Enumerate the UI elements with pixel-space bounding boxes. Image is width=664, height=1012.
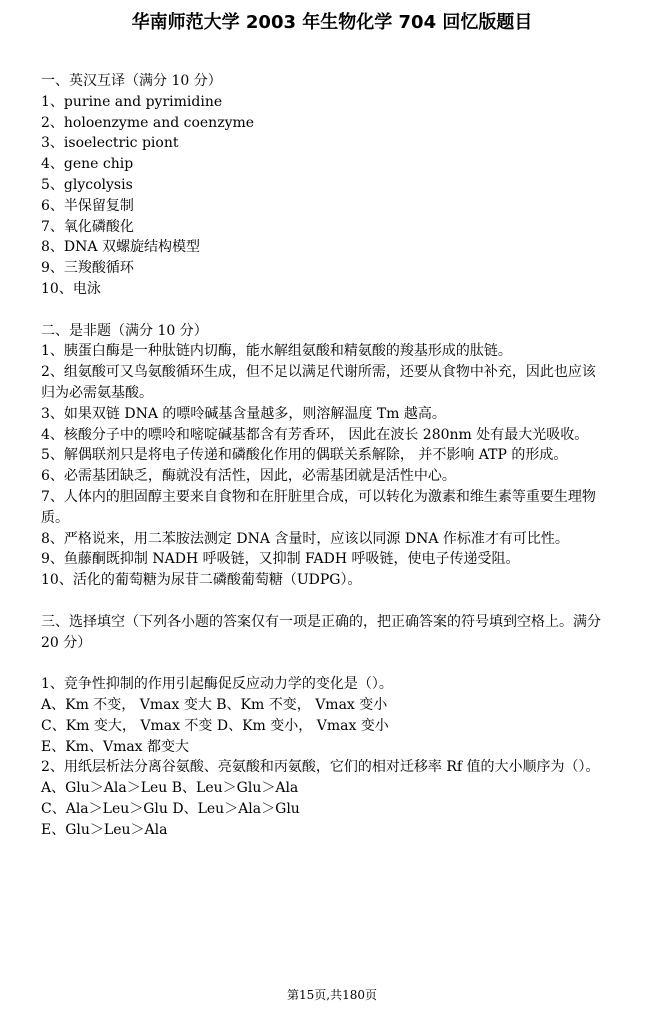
true-false-item: 10、活化的葡萄糖为尿苷二磷酸葡萄糖（UDPG）。 [41, 572, 362, 589]
choice-option-row: C、Km 变大， Vmax 不变 D、Km 变小， Vmax 变小 [41, 717, 389, 734]
choice-option-row: A、Glu＞Ala＞Leu B、Leu＞Glu＞Ala [41, 780, 299, 797]
true-false-item: 3、如果双链 DNA 的嘌呤碱基含量越多，则溶解温度 Tm 越高。 [41, 405, 446, 422]
true-false-item: 2、组氨酸可又鸟氨酸循环生成，但不足以满足代谢所需，还要从食物中补充，因此也应该归为必需氨基酸。 [41, 364, 596, 401]
translation-item: 8、DNA 双螺旋结构模型 [41, 239, 200, 256]
true-false-item: 1、胰蛋白酶是一种肽链内切酶，能水解组氨酸和精氨酸的羧基形成的肽链。 [41, 343, 512, 360]
translation-item: 4、gene chip [41, 156, 134, 173]
page-number-footer: 第15页,共180页 [287, 988, 377, 1002]
choice-option-row: E、Glu＞Leu＞Ala [41, 821, 168, 838]
page-title: 华南师范大学 2003 年生物化学 704 回忆版题目 [131, 12, 533, 33]
translation-item: 5、glycolysis [41, 176, 133, 193]
document-body [41, 71, 601, 840]
spacer [41, 653, 601, 674]
spacer [41, 591, 601, 612]
true-false-item: 4、核酸分子中的嘌呤和嘧啶碱基都含有芳香环， 因此在波长 280nm 处有最大光吸收。 [41, 426, 589, 443]
translation-item: 10、电泳 [41, 280, 101, 297]
translation-item: 1、purine and pyrimidine [41, 93, 223, 110]
true-false-item: 5、解偶联剂只是将电子传递和磷酸化作用的偶联关系解除， 并不影响 ATP 的形成。 [41, 447, 568, 464]
choice-option-row: E、Km、Vmax 都变大 [41, 738, 190, 755]
spacer [41, 300, 601, 321]
section-heading-multiple-choice: 三、选择填空（下列各小题的答案仅有一项是正确的，把正确答案的符号填到空格上。满分 20 分） [41, 613, 601, 651]
translation-item: 2、holoenzyme and coenzyme [41, 114, 255, 131]
choice-option-row: A、Km 不变， Vmax 变大 B、Km 不变， Vmax 变小 [41, 696, 388, 713]
choice-question: 2、用纸层析法分离谷氨酸、亮氨酸和丙氨酸，它们的相对迁移率 Rf 值的大小顺序为（）。 [41, 759, 600, 776]
translation-item: 9、三羧酸循环 [41, 260, 134, 277]
true-false-item: 8、严格说来，用二苯胺法测定 DNA 含量时，应该以同源 DNA 作标准才有可比性。 [41, 530, 569, 547]
true-false-item: 7、人体内的胆固醇主要来自食物和在肝脏里合成，可以转化为激素和维生素等重要生理物质。 [41, 488, 596, 526]
choice-option-row: C、Ala＞Leu＞Glu D、Leu＞Ala＞Glu [41, 800, 300, 817]
choice-question: 1、竞争性抑制的作用引起酶促反应动力学的变化是（）。 [41, 676, 393, 693]
true-false-item: 9、鱼藤酮既抑制 NADH 呼吸链，又抑制 FADH 呼吸链，使电子传递受阻。 [41, 551, 520, 568]
translation-item: 7、氧化磷酸化 [41, 218, 134, 235]
section-heading-translation: 一、英汉互译（满分 10 分） [41, 73, 222, 89]
section-heading-true-false: 二、是非题（满分 10 分） [41, 322, 208, 339]
translation-item: 3、isoelectric piont [41, 135, 179, 152]
translation-item: 6、半保留复制 [41, 197, 134, 214]
true-false-item: 6、必需基团缺乏，酶就没有活性，因此，必需基团就是活性中心。 [41, 468, 456, 485]
